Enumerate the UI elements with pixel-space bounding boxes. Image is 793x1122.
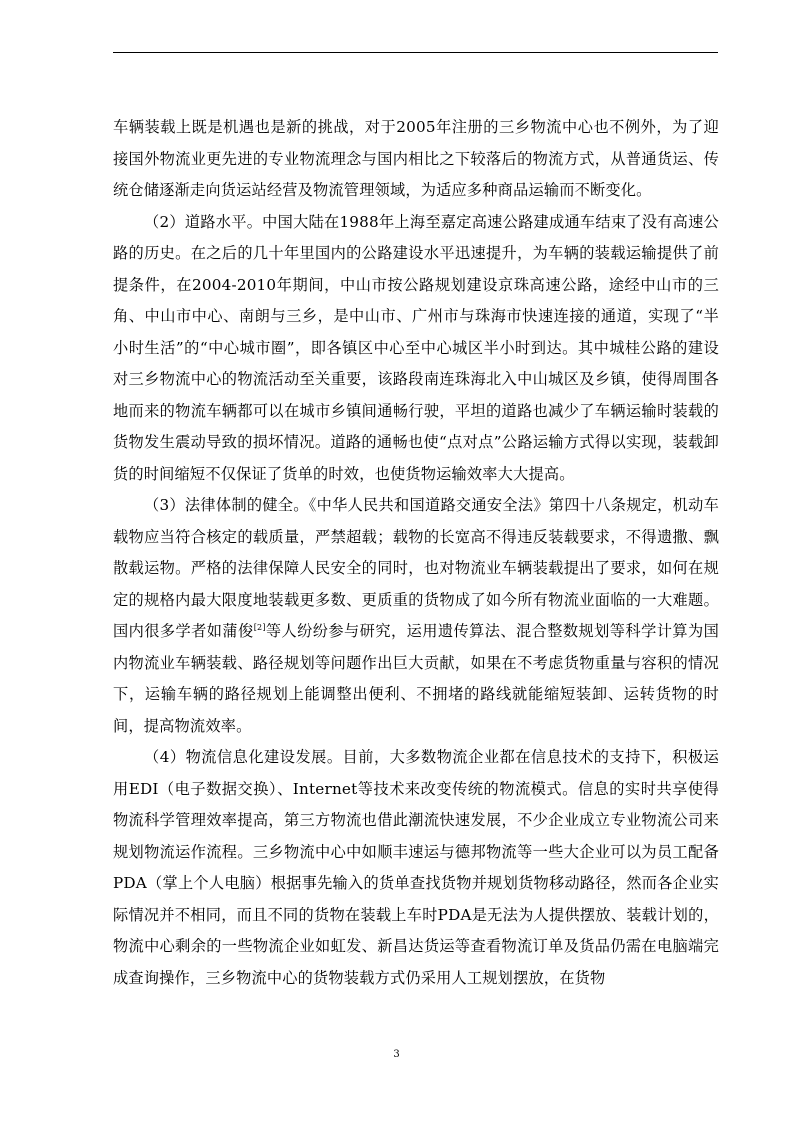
- header-rule: [113, 52, 718, 53]
- page-body: [113, 112, 719, 994]
- paragraph-logistics-informatization: （4）物流信息化建设发展。目前，大多数物流企业都在信息技术的支持下，积极运用EDI（电子数据交换）、Internet等技术来改变传统的物流模式。信息的实时共享使得物流科学管理效率提高，第三方物流也借此潮流快速发展，不少企业成立专业物流公司来规划物流运作流程。三乡物流中心中如顺丰速运与德邦物流等一些大企业可以为员工配备PDA（掌上个人电脑）根据事先输入的货单查找货物并规划货物移动路径，然而各企业实际情况并不相同，而且不同的货物在装载上车时PDA是无法为人提供摆放、装载计划的，物流中心剩余的一些物流企业如虹发、新昌达货运等查看物流订单及货品仍需在电脑端完成查询操作，三乡物流中心的货物装载方式仍采用人工规划摆放，在货物: [113, 748, 719, 987]
- legal-text-after-citation: 等人纷纷参与研究，运用遗传算法、混合整数规划等科学计算为国内物流业车辆装载、路径规划等问题作出巨大贡献，如果在不考虑货物重量与容积的情况下，运输车辆的路径规划上能调整出便利、不拥堵的路线就能缩短装卸、运转货物的时间，提高物流效率。: [113, 622, 719, 735]
- citation-reference: [2]: [253, 623, 266, 632]
- paragraph-legal-system: [113, 490, 719, 742]
- paragraph-road-level: （2）道路水平。中国大陆在1988年上海至嘉定高速公路建成通车结束了没有高速公路的历史。在之后的几十年里国内的公路建设水平迅速提升，为车辆的装载运输提供了前提条件，在2004-2010年期间，中山市按公路规划建设京珠高速公路，途经中山市的三角、中山市中心、南朗与三乡，是中山市、广州市与珠海市快速连接的通道，实现了“半小时生活”的“中心城市圈”，即各镇区中心至中心城区半小时到达。其中城桂公路的建设对三乡物流中心的物流活动至关重要，该路段南连珠海北入中山城区及乡镇，使得周围各地而来的物流车辆都可以在城市乡镇间通畅行驶，平坦的道路也减少了车辆运输时装载的货物发生震动导致的损坏情况。道路的通畅也使“点对点”公路运输方式得以实现，装载卸货的时间缩短不仅保证了货单的时效，也使货物运输效率大大提高。: [113, 212, 719, 483]
- paragraph-continuation: 车辆装载上既是机遇也是新的挑战，对于2005年注册的三乡物流中心也不例外，为了迎接国外物流业更先进的专业物流理念与国内相比之下较落后的物流方式，从普通货运、传统仓储逐渐走向货运站经营及物流管理领域，为适应多种商品运输而不断变化。: [113, 118, 719, 199]
- page-number: 3: [393, 1049, 400, 1060]
- legal-text-before-citation: （3）法律体制的健全。《中华人民共和国道路交通安全法》第四十八条规定，机动车载物应当符合核定的载质量，严禁超载；载物的长宽高不得违反装载要求，不得遗撒、飘散载运物。严格的法律保障人民安全的同时，也对物流业车辆装载提出了要求，如何在规定的规格内最大限度地装载更多数、更质重的货物成了如今所有物流业面临的一大难题。国内很多学者如蒲俊: [113, 496, 719, 640]
